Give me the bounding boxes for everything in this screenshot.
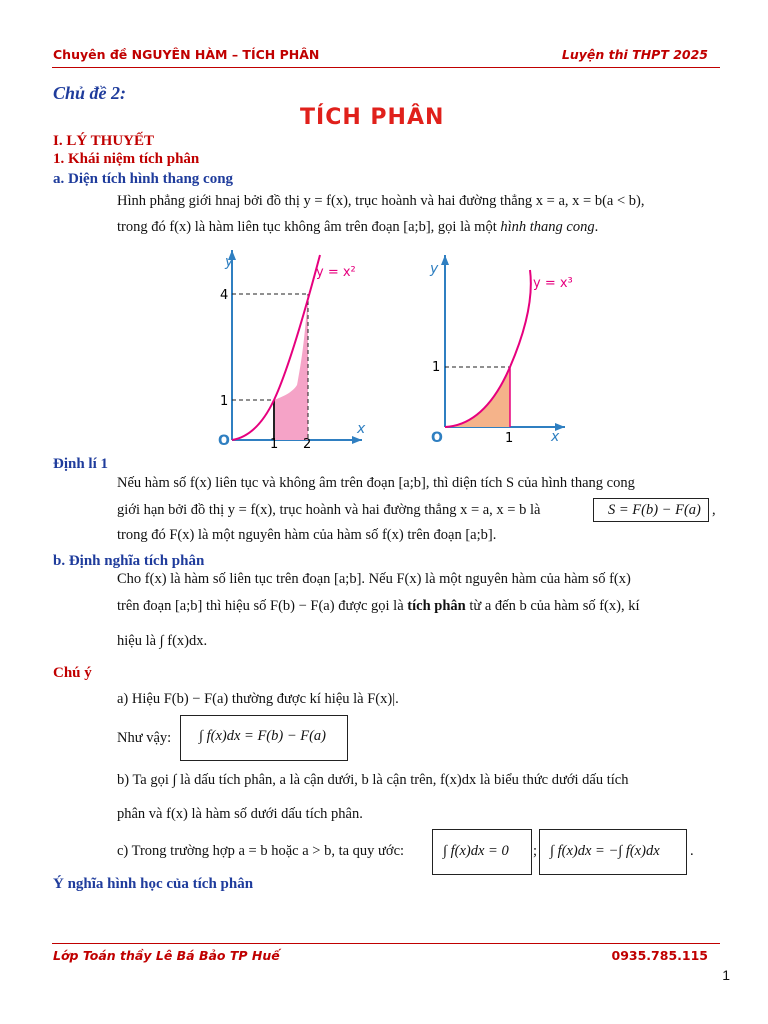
section-geometric-meaning: Ý nghĩa hình học của tích phân [53,876,254,892]
graph1-origin-label: O [218,433,230,449]
header-right: Luyện thi THPT 2025 [561,47,708,62]
section-integral-concept: 1. Khái niệm tích phân [53,151,200,167]
note-c-formula-box-1 [432,829,532,875]
theorem-title: Định lí 1 [53,456,109,472]
note-b-line-1: b) Ta gọi ∫ là dấu tích phân, a là cận dưới, b là cận trên, f(x)dx là biểu thức dưới dấu tích [117,772,629,788]
graph-x-squared [212,250,372,450]
header-rule [52,67,720,68]
note-a-formula-box [180,715,348,761]
header-left: Chuyên đề NGUYÊN HÀM – TÍCH PHÂN [53,47,320,62]
theorem-line-1: Nếu hàm số f(x) liên tục và không âm trên đoạn [a;b], thì diện tích S của hình thang cong [117,475,635,491]
footer-rule [52,943,720,944]
graph2-curve-label: y = x³ [533,276,573,291]
page-title: TÍCH PHÂN [300,105,445,130]
graph2-tick-x-1: 1 [505,431,514,445]
topic-label: Chủ đề 2: [53,83,127,103]
theorem-line-3: trong đó F(x) là một nguyên hàm của hàm số f(x) trên đoạn [a;b]. [117,527,497,543]
graph-x-cubed [425,255,585,445]
graph1-y-axis-label: y [225,254,234,270]
section-theory: I. LÝ THUYẾT [53,133,155,149]
note-c-formula-box-2 [539,829,687,875]
definition-line-1: Cho f(x) là hàm số liên tục trên đoạn [a;b]. Nếu F(x) là một nguyên hàm của hàm số f(x) [117,571,631,587]
definition-line-2: trên đoạn [a;b] thì hiệu số F(b) − F(a) được gọi là tích phân từ a đến b của hàm số f(x), kí [117,598,640,614]
note-title: Chú ý [53,665,92,681]
graph1-curve-label: y = x² [316,265,356,280]
note-a-line: a) Hiệu F(b) − F(a) thường được kí hiệu là F(x)|. [117,691,399,707]
theorem-line-2: giới hạn bởi đồ thị y = f(x), trục hoành và hai đường thẳng x = a, x = b là [117,502,541,518]
graph2-origin-label: O [431,430,443,445]
graph1-tick-y-1: 1 [220,394,229,409]
footer-right: 0935.785.115 [611,948,708,963]
graph2-x-axis-label: x [551,429,560,445]
section-curved-trapezoid: a. Diện tích hình thang cong [53,171,234,187]
graph1-x-axis-label: x [357,421,366,437]
note-c-formula-2: ∫ f(x)dx = −∫ f(x)dx [550,843,660,859]
note-a-equation-label: Như vậy: [117,730,172,746]
note-c-end: . [690,843,694,859]
section-definition: b. Định nghĩa tích phân [53,553,205,569]
graph1-tick-x-2: 2 [303,437,312,450]
definition-line-3: hiệu là ∫ f(x)dx. [117,633,208,649]
theorem-line-2-end: , [712,502,716,518]
paragraph-1-line-2: trong đó f(x) là hàm liên tục không âm trên đoạn [a;b], gọi là một hình thang cong. [117,219,599,235]
note-b-line-2: phân và f(x) là hàm số dưới dấu tích phân. [117,806,363,822]
note-c-separator: ; [533,843,538,859]
graph1-tick-x-1: 1 [270,437,279,450]
note-c-formula-1: ∫ f(x)dx = 0 [443,843,509,859]
paragraph-1-line-1: Hình phẳng giới hnaj bởi đồ thị y = f(x), trục hoành và hai đường thẳng x = a, x = b(a < b), [117,193,645,209]
note-a-formula: ∫ f(x)dx = F(b) − F(a) [199,728,327,744]
graph2-tick-y-1: 1 [432,360,441,375]
graph1-tick-y-4: 4 [220,288,229,303]
theorem-formula-box [593,498,709,522]
theorem-formula: S = F(b) − F(a) [608,502,701,518]
page-number: 1 [722,967,730,983]
footer-left: Lớp Toán thầy Lê Bá Bảo TP Huế [53,948,280,963]
note-c-line: c) Trong trường hợp a = b hoặc a > b, ta quy ước: [117,843,405,859]
graph2-y-axis-label: y [430,261,439,277]
